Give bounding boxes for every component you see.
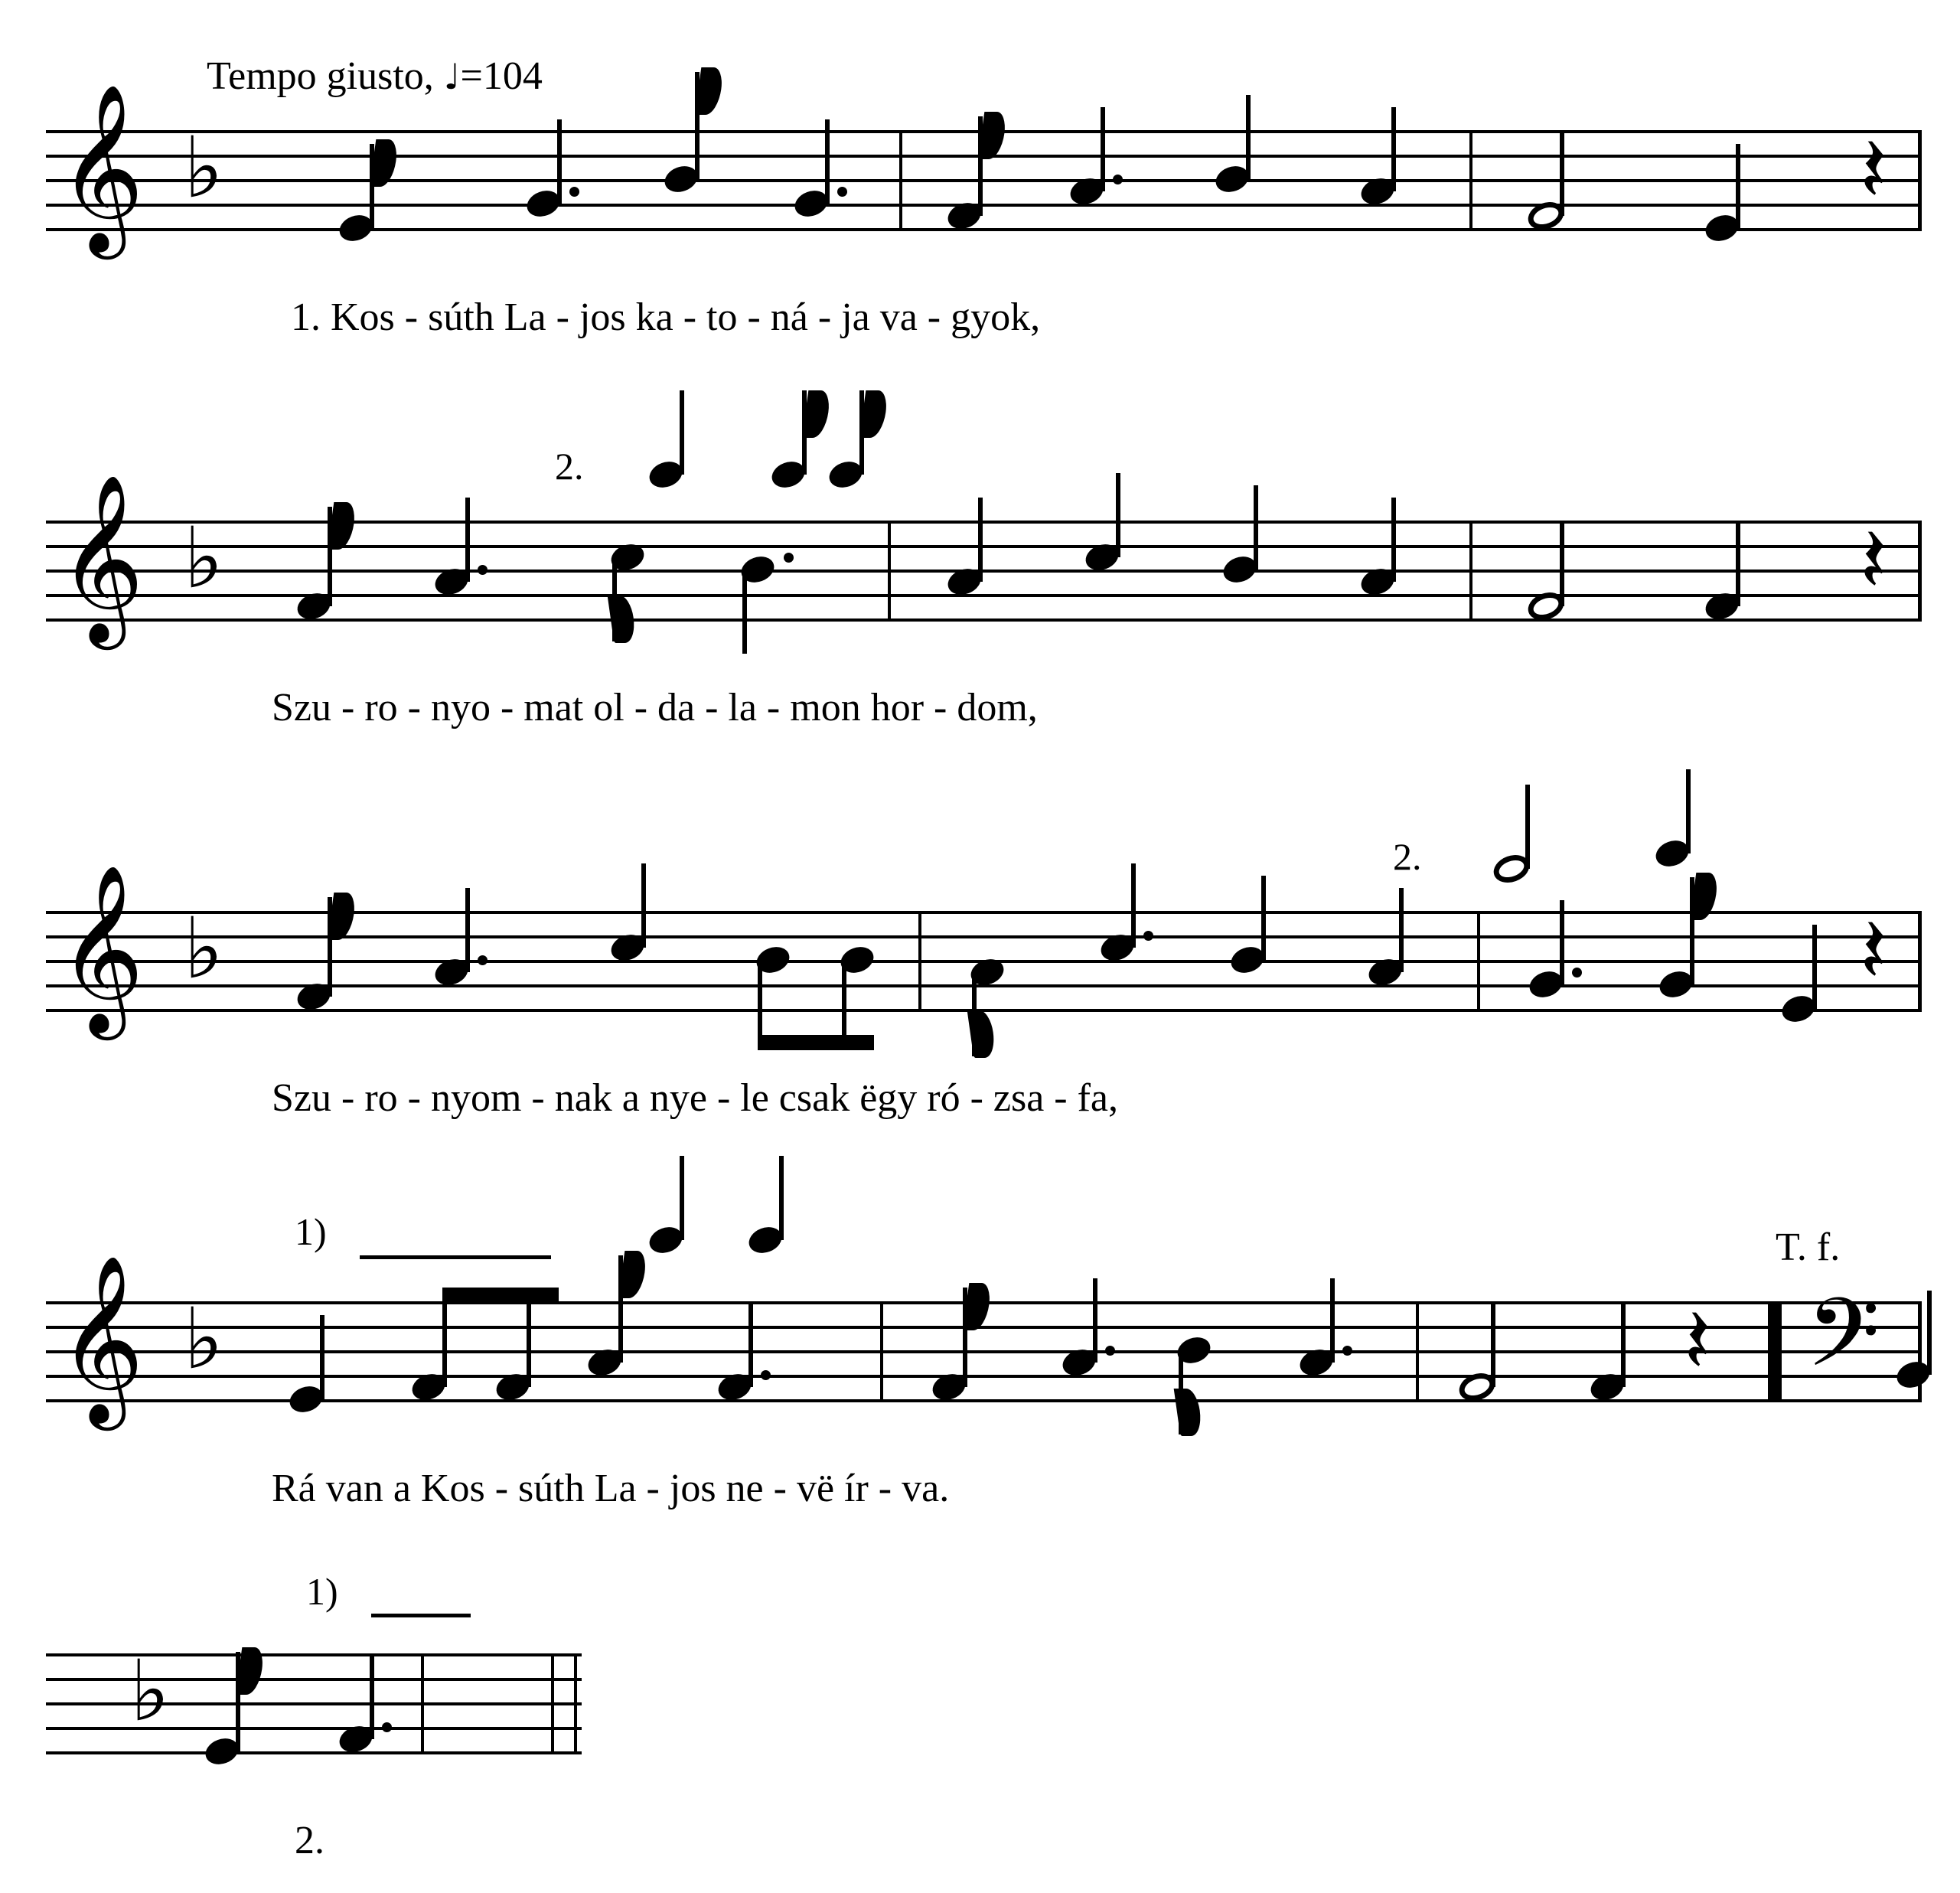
tempo-marking: Tempo giusto, ♩=104 bbox=[207, 54, 543, 98]
staff-line bbox=[46, 1375, 1921, 1378]
barline-end bbox=[1918, 1301, 1922, 1402]
quarter-rest-icon: 𝄽 bbox=[1860, 507, 1888, 612]
key-signature-flat-icon: ♭ bbox=[184, 899, 223, 997]
ossia-bracket-line bbox=[360, 1255, 551, 1259]
barline-double-thick bbox=[1768, 1301, 1782, 1402]
barline bbox=[888, 521, 891, 622]
key-signature-flat-icon: ♭ bbox=[130, 1642, 170, 1740]
bass-clef-icon: 𝄢 bbox=[1806, 1278, 1880, 1412]
staff-5 bbox=[46, 1642, 582, 1751]
barline bbox=[1469, 521, 1472, 622]
lyrics-line-4: Rá van a Kos - súth La - jos ne - vë ír - va. bbox=[272, 1467, 950, 1510]
barline bbox=[1416, 1301, 1419, 1402]
staff-line bbox=[46, 228, 1921, 231]
barline bbox=[1469, 130, 1472, 231]
lyrics-line-1: 1. Kos - súth La - jos ka - to - ná - ja va - gyok, bbox=[291, 295, 1041, 339]
ossia-bracket-line bbox=[371, 1614, 471, 1617]
beam bbox=[758, 1035, 874, 1050]
quarter-note-icon: ♩ bbox=[443, 56, 461, 97]
barline-end-thin bbox=[551, 1653, 554, 1754]
barline bbox=[421, 1653, 424, 1754]
quarter-rest-icon: 𝄽 bbox=[1684, 1288, 1712, 1393]
barline-end bbox=[1918, 130, 1922, 231]
barline-end-thin-2 bbox=[574, 1653, 577, 1754]
key-signature-flat-icon: ♭ bbox=[184, 1290, 223, 1388]
staff-line bbox=[46, 1727, 582, 1730]
staff-line bbox=[46, 618, 1921, 622]
staff-line bbox=[46, 1653, 582, 1656]
staff-line bbox=[46, 1399, 1921, 1402]
treble-clef-icon: 𝄞 bbox=[58, 473, 145, 642]
staff-line bbox=[46, 1702, 582, 1705]
ossia-marker-2: 2. bbox=[1393, 835, 1422, 878]
staff-1 bbox=[46, 83, 1921, 252]
staff-4 bbox=[46, 1254, 1921, 1423]
lyrics-line-5: 2. bbox=[295, 1819, 324, 1862]
quarter-rest-icon: 𝄽 bbox=[1860, 897, 1888, 1003]
staff-line bbox=[46, 204, 1921, 207]
treble-clef-icon: 𝄞 bbox=[58, 83, 145, 252]
lyrics-line-3: Szu - ro - nyom - nak a nye - le csak ëgy ró - zsa - fa, bbox=[272, 1076, 1119, 1120]
ossia-marker-1: 1) bbox=[295, 1210, 327, 1253]
staff-line bbox=[46, 179, 1921, 182]
barline-end bbox=[1918, 911, 1922, 1012]
staff-2 bbox=[46, 473, 1921, 642]
staff-line bbox=[46, 1751, 582, 1754]
staff-line bbox=[46, 1350, 1921, 1353]
quarter-rest-icon: 𝄽 bbox=[1860, 116, 1888, 222]
ossia-marker-2: 2. bbox=[555, 445, 584, 488]
beam bbox=[442, 1288, 559, 1303]
treble-clef-icon: 𝄞 bbox=[58, 1254, 145, 1423]
ossia-marker-1: 1) bbox=[306, 1570, 338, 1613]
barline bbox=[880, 1301, 883, 1402]
section-label-tf: T. f. bbox=[1776, 1226, 1841, 1269]
barline bbox=[899, 130, 902, 231]
treble-clef-icon: 𝄞 bbox=[58, 863, 145, 1033]
key-signature-flat-icon: ♭ bbox=[184, 119, 223, 217]
staff-line bbox=[46, 1678, 582, 1681]
lyrics-line-2: Szu - ro - nyo - mat ol - da - la - mon hor - dom, bbox=[272, 686, 1038, 729]
key-signature-flat-icon: ♭ bbox=[184, 509, 223, 607]
barline bbox=[1477, 911, 1480, 1012]
staff-3 bbox=[46, 863, 1921, 1033]
barline-end bbox=[1918, 521, 1922, 622]
barline bbox=[918, 911, 921, 1012]
